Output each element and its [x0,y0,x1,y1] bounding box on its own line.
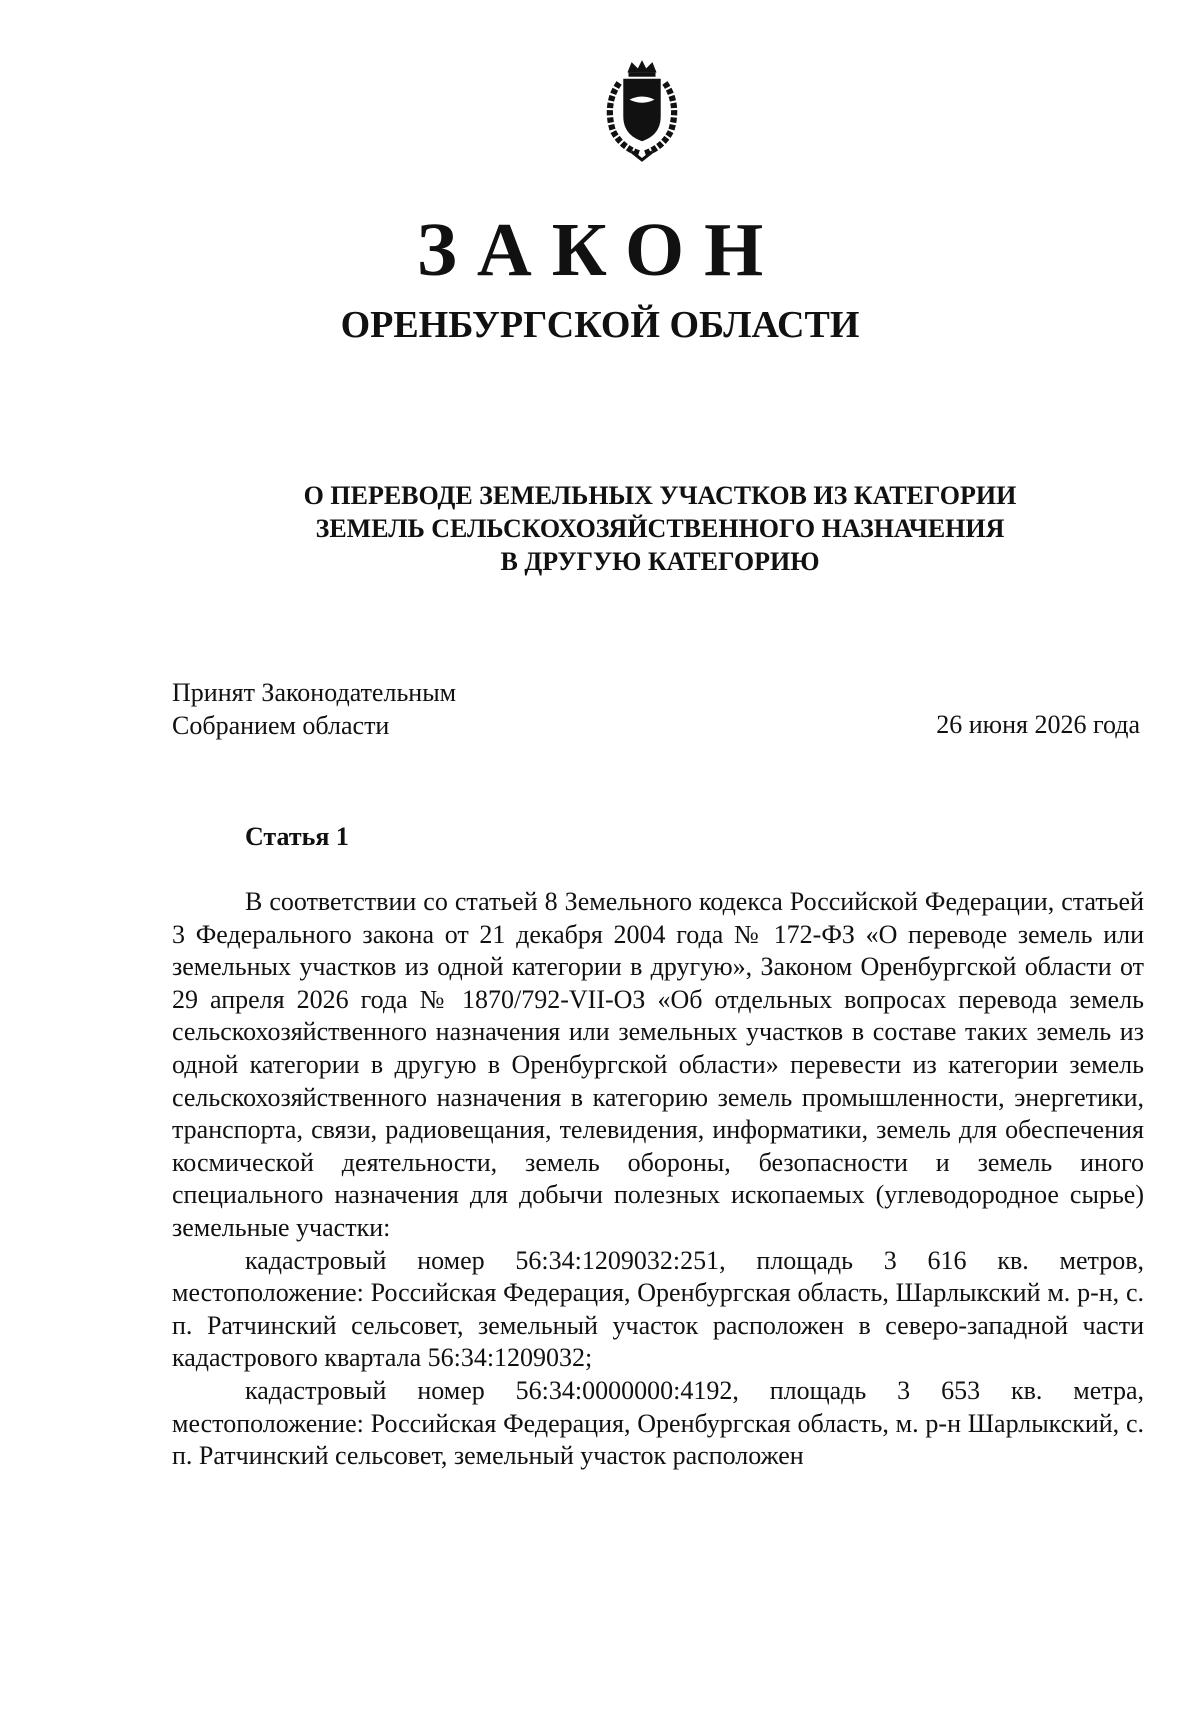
coat-of-arms-icon [590,58,694,162]
article-paragraph: кадастровый номер 56:34:1209032:251, площадь 3 616 кв. метров, местоположение: Российская Федерация, Оренбургская область, Шарлыкский м. р-н, с. п. Ратчинский сельсовет, земельный участок расположен в северо-западной части кадастрового квартала 56:34:1209032; [172,1245,1144,1373]
law-title-line: В ДРУГУЮ КАТЕГОРИЮ [500,547,820,576]
law-title-line: ЗЕМЕЛЬ СЕЛЬСКОХОЗЯЙСТВЕННОГО НАЗНАЧЕНИЯ [315,514,1005,543]
article-title: Статья 1 [245,822,349,851]
adoption-line: Принят Законодательным [172,678,457,707]
law-title-line: О ПЕРЕВОДЕ ЗЕМЕЛЬНЫХ УЧАСТКОВ ИЗ КАТЕГОРИИ [303,481,1017,510]
adoption-date: 26 июня 2026 года [936,710,1140,739]
law-title [0,479,1200,578]
article-body [172,886,1144,1473]
document-type-title: ЗАКОН [416,208,784,292]
adoption-note [172,676,456,742]
adoption-line: Собранием области [172,711,390,740]
article-paragraph: кадастровый номер 56:34:0000000:4192, площадь 3 653 кв. метра, местоположение: Российская Федерация, Оренбургская область, м. р-н Шарлыкский, с. п. Ратчинский сельсовет, земельный участок расположен [172,1375,1144,1471]
region-subtitle: ОРЕНБУРГСКОЙ ОБЛАСТИ [340,304,860,346]
article-paragraph: В соответствии со статьей 8 Земельного кодекса Российской Федерации, статьей 3 Федерального закона от 21 декабря 2004 года № 172-ФЗ «О переводе земель или земельных участков из одной категории в другую», Законом Оренбургской области от 29 апреля 2026 года № 1870/792-VII-ОЗ «Об отдельных вопросах перевода земель сельскохозяйственного назначения или земельных участков в составе таких земель из одной категории в другую в Оренбургской области» перевести из категории земель сельскохозяйственного назначения в категорию земель промышленности, энергетики, транспорта, связи, радиовещания, телевидения, информатики, земель для обеспечения космической деятельности, земель обороны, безопасности и земель иного специального назначения для добычи полезных ископаемых (углеводородное сырье) земельные участки: [172,887,1144,1242]
